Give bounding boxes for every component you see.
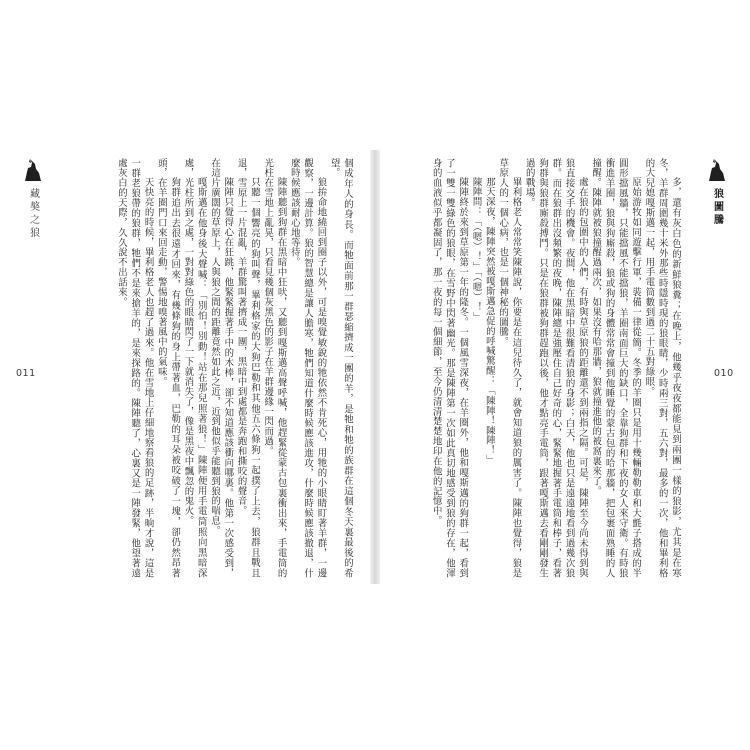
left-running-head-title: 藏獒之狼 [27, 188, 39, 240]
left-running-head [22, 158, 44, 240]
right-running-head [706, 158, 728, 227]
howling-wolf-icon [706, 158, 728, 182]
right-dialogue-line: 陳陣問：「（嗯）！」「（嗯）！」 [470, 176, 482, 322]
right-running-head-title: 狼圖騰 [711, 188, 723, 227]
right-paragraph: 多，還有灰白色的新鮮狼糞；在晚上，他幾乎夜夜都能見到兩團一樣的狼影，尤其是在寒冬，羊群周圍幾十米外那些時隱時現的狼眼睛，少時兩三對，五六對，最多的一次，他和畢利格的大兒媳嘎斯邁一起，用手電筒數到過二十五對綠眼。 [643, 158, 681, 578]
left-paragraph: 只聽一個響亮的狗叫聲，畢利格家的大狗巴勒和其他五六條狗一起撲了上去，狼群且戰且退，雪原上一片混亂，羊群驚叫著擠成一團，黑暗中到處都是奔跑和撕咬的聲音。 [235, 158, 260, 578]
right-paragraph: 原始游牧如同遊擊行軍，裝備一律從簡。冬季的羊圈只是用十幾輛勒勒車和大氈子搭成的半圓形擋風牆，只能擋風不能擋狼，羊圈南面巨大的缺口，全靠狗群和下夜的女人來守衛。有時狼衝進羊圈，狼與狗廝殺，狼或狗的身體常常會撞到他睡覺的蒙古包的哈那牆，把包裹面熟睡的人撞醒。陳陣就被狼撞醒過兩次，如果沒有哈那牆，狼就撞進他的被窩裏來了。 [590, 158, 642, 578]
left-paragraph: 陳陣只覺得心在狂跳，他緊緊握著手中的木棒，卻不知道應該衝向哪裏。他第一次感受到，在這片廣闊的草原上，人與狼之間的距離竟然如此之近，近到他似乎能聽到狼的喘息。 [209, 158, 234, 578]
right-page-number: 010 [714, 368, 734, 379]
left-paragraph: 個成年人的身長。而牠面前那一群瑟縮擠成一團的羊，是牠和牠的族群在這個冬天裏最後的希望。 [328, 158, 353, 578]
right-dialogue-line: 那天深夜，陳陣突然被嘎斯邁急促的呼喊驚醒：「陳陣！陳陣！」 [483, 176, 495, 466]
right-paragraph: 畢利格老人常常笑陳陣說，你要是在這兒待久了，就會知道狼的厲害了。陳陣也覺得，狼是草原人的一個心病，也是一個神秘的圖騰。 [497, 158, 522, 578]
book-gutter [370, 150, 380, 584]
left-paragraph: 嘎斯邁在他身後大聲喊：「別怕！別動！站在那兒照著狼！」陳陣便用手電筒照向黑暗深處，光柱所到之處，一對對綠色的眼睛閃了一下就消失了，像是黑夜中飄忽的鬼火。 [182, 158, 207, 578]
right-paragraph: 陳陣終於來到草原第一年的隆冬。一個風雪深夜，在羊圈外，他和嘎斯邁的狗群一起，看到了一雙一雙綠色的狼眼，在雪野中閃著幽光。那是陳陣第一次如此真切地感受到狼的存在，他渾身的血液似乎都凝固了，那一夜的每一個細節，至今仍清清楚楚地印在他的記憶中。 [430, 158, 469, 578]
left-page-number: 011 [16, 368, 36, 379]
left-page-body [68, 158, 354, 578]
left-paragraph: 狗群追出去很遠才回來，有幾條狗的身上帶著血，巴勒的耳朵被咬破了一塊，卻仍然昂著頭，在羊圈門口來回走動，警惕地嗅著風中的氣味。 [155, 158, 181, 578]
left-paragraph: 狼拚命地繞回到圈子以外，可是嗅覺敏銳的牠依然不肯死心，用牠的小眼睛盯著羊群，一邊觀察，一邊計算。狼的智慧總是讓人膽寒，牠們知道什麼時候應該進攻，什麼時候應該撤退，什麼時候應該耐心地等待。 [288, 158, 327, 578]
left-paragraph: 陳陣聽到狗群在黑暗中狂吠，又聽到嘎斯邁高聲呼喊，他趕緊從蒙古包裏衝出來，手電筒的光柱在雪地上亂晃，只看見幾個灰黑色的影子在羊群邊緣一閃而過。 [262, 158, 287, 578]
howling-wolf-icon [22, 158, 44, 182]
right-page-body [400, 158, 682, 578]
right-paragraph: 處在狼的包圍中的人們，有時與草原狼的距離還不到兩指之隔。可是，陳陣至今尚未得到與狼直接交手的機會。夜間，他在黑暗中很難看清狼的身影；白天，他也只是遠遠地看到過幾次狼群。而在狼群出沒頻繁的夜晚，陳陣總是強壓住自己好奇的心，緊緊地握著手電筒和棒子，看著狗群與狼群廝殺搏鬥。只是在狼群被狗群趕跑以後，他才點亮手電筒，跟著嘎斯邁去看剛剛發生過的戰場。 [523, 158, 588, 578]
left-paragraph: 天快亮的時候，畢利格老人也趕了過來。他在雪地上仔細地察看狼的足跡，半晌才說，這是一群老狼帶的狼群，牠們不是來搶羊的，是來探路的。陳陣聽了，心裏又是一陣發緊，他望著遠處灰白的天際，久久說不出話來。 [115, 158, 154, 578]
